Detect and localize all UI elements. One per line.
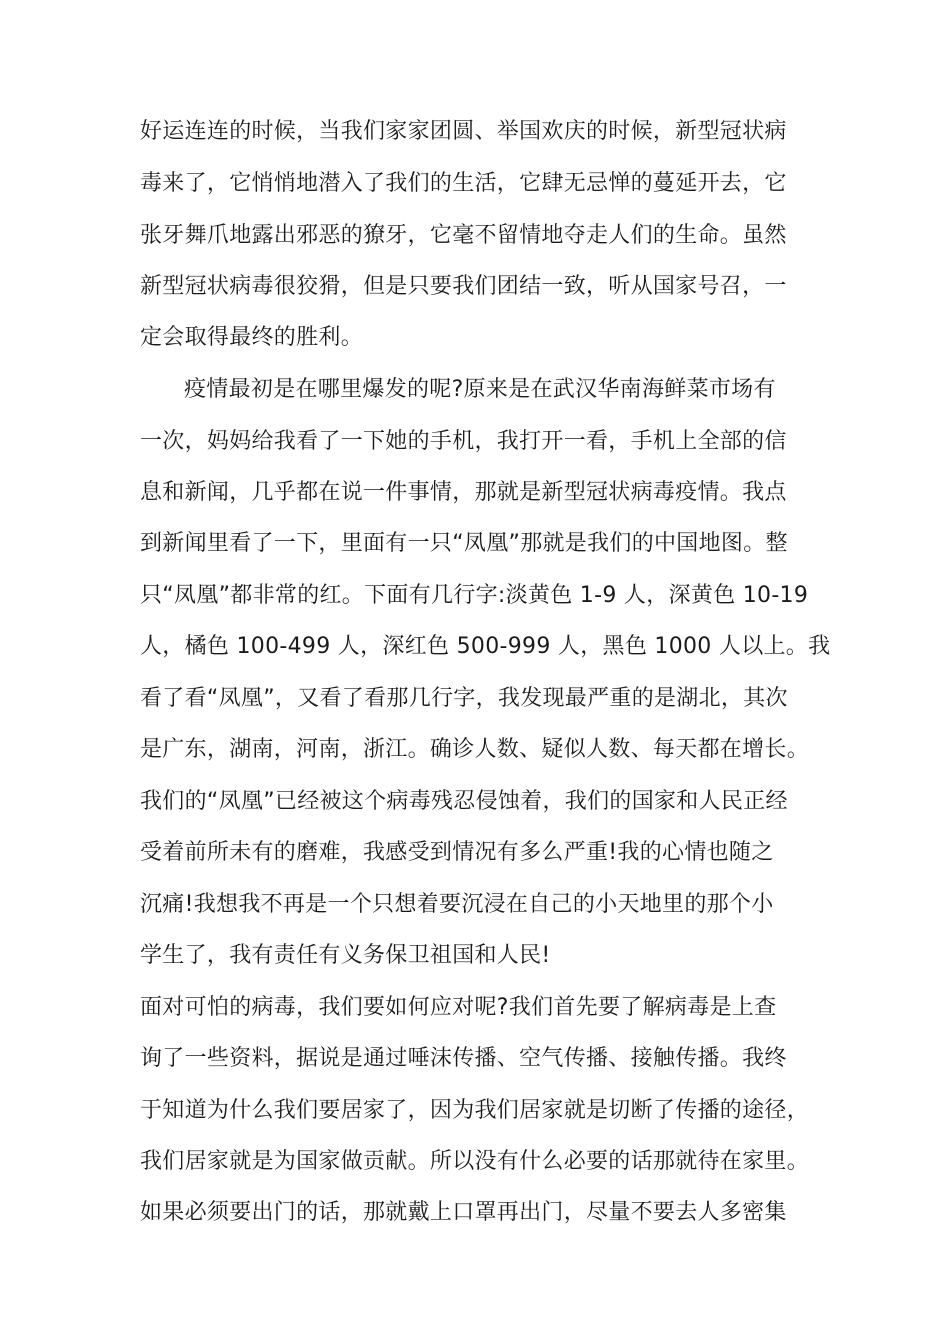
text-line: 好运连连的时候，当我们家家团圆、举国欢庆的时候，新型冠状病: [140, 119, 787, 144]
text-line: 我们的“凤凰”已经被这个病毒残忍侵蚀着，我们的国家和人民正经: [140, 789, 788, 814]
text-line: 新型冠状病毒很狡猾，但是只要我们团结一致，听从国家号召，一: [140, 274, 787, 299]
text-line: 我们居家就是为国家做贡献。所以没有什么必要的话那就待在家里。: [140, 1149, 810, 1174]
text-line: 如果必须要出门的话，那就戴上口罩再出门，尽量不要去人多密集: [140, 1200, 787, 1225]
text-line: 是广东，湖南，河南，浙江。确诊人数、疑似人数、每天都在增长。: [140, 737, 810, 762]
text-line: 沉痛!我想我不再是一个只想着要沉浸在自己的小天地里的那个小: [140, 892, 774, 917]
text-line: 到新闻里看了一下，里面有一只“凤凰”那就是我们的中国地图。整: [140, 531, 788, 556]
text-line: 人，橘色 100-499 人，深红色 500-999 人，黑色 1000 人以上。我: [140, 634, 831, 659]
text-line: 询了一些资料，据说是通过唾沫传播、空气传播、接触传播。我终: [140, 1046, 787, 1071]
text-line: 张牙舞爪地露出邪恶的獠牙，它毫不留情地夺走人们的生命。虽然: [140, 223, 787, 248]
paragraph-first-line: 面对可怕的病毒，我们要如何应对呢?我们首先要了解病毒是上查: [140, 995, 777, 1020]
text-line: 只“凤凰”都非常的红。下面有几行字:淡黄色 1-9 人，深黄色 10-19: [140, 583, 809, 608]
text-line: 一次，妈妈给我看了一下她的手机，我打开一看，手机上全部的信: [140, 429, 787, 454]
text-line: 定会取得最终的胜利。: [140, 325, 364, 350]
text-line: 学生了，我有责任有义务保卫祖国和人民!: [140, 943, 551, 968]
text-line: 息和新闻，几乎都在说一件事情，那就是新型冠状病毒疫情。我点: [140, 480, 787, 505]
text-line: 于知道为什么我们要居家了，因为我们居家就是切断了传播的途径，: [140, 1098, 810, 1123]
text-line: 受着前所未有的磨难，我感受到情况有多么严重!我的心情也随之: [140, 840, 774, 865]
paragraph-first-line: 疫情最初是在哪里爆发的呢?原来是在武汉华南海鲜菜市场有: [184, 377, 776, 402]
text-line: 毒来了，它悄悄地潜入了我们的生活，它肆无忌惮的蔓延开去，它: [140, 171, 787, 196]
text-line: 看了看“凤凰”，又看了看那几行字，我发现最严重的是湖北，其次: [140, 686, 788, 711]
